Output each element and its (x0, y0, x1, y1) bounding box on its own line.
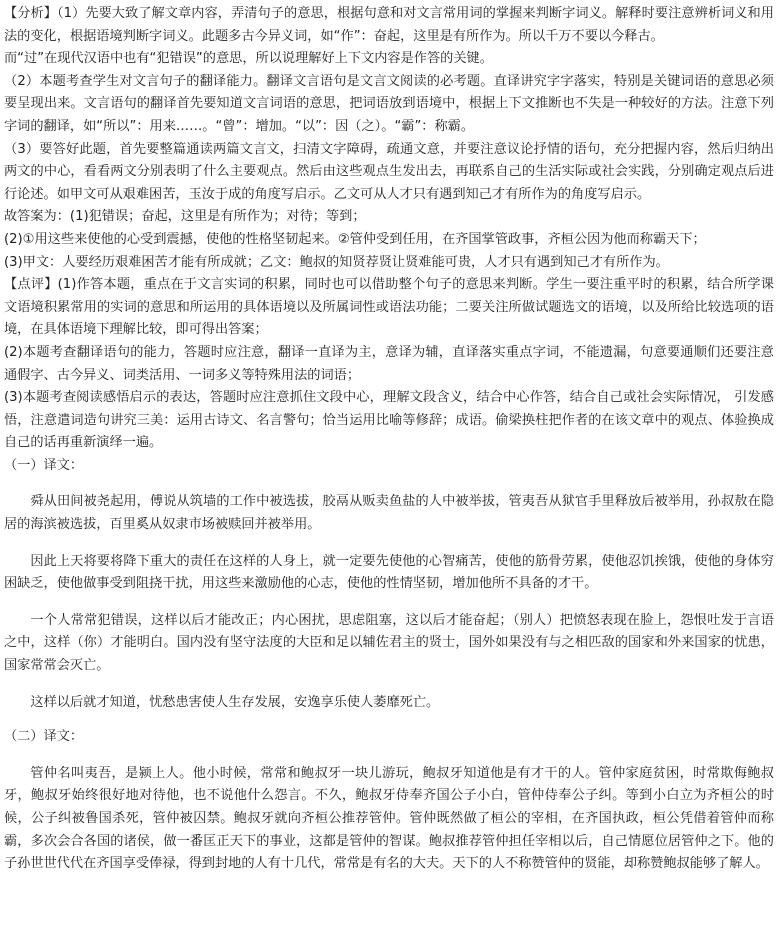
translation-one-section (4, 455, 774, 714)
answer-line-2: (2)①用这些来使他的心受到震撼，使他的性格坚韧起来。②管仲受到任用，在齐国掌管政事，齐桓公因为他而称霸天下； (4, 231, 706, 247)
comment-section (4, 274, 774, 455)
translation-one-paragraph-4: 这样以后就才知道，忧愁患害使人生存发展，安逸享乐使人萎靡死亡。 (30, 694, 440, 710)
translation-two-paragraph-1: 管仲名叫夷吾，是颍上人。他小时候，常常和鲍叔牙一块儿游玩，鲍叔牙知道他是有才干的人。管仲家庭贫困，时常欺侮鲍叔牙，鲍叔牙始终很好地对待他，也不说他什么怨言。不久，鲍叔牙侍奉齐国公子小白，管仲侍奉公子纠。等到小白立为齐桓公的时候，公子纠被鲁国杀死，管仲被囚禁。鲍叔牙就向齐桓公推荐管仲。管仲既然做了桓公的宰相，在齐国执政，桓公凭借着管仲而称霸，多次会合各国的诸侯，做一番匡正天下的事业，这都是管仲的智谋。鲍叔推荐管仲担任宰相以后，自己情愿位居管仲之下。他的子孙世世代代在齐国享受俸禄，得到封地的人有十几代，常常是有名的大夫。天下的人不称赞管仲的贤能，却称赞鲍叔能够了解人。 (4, 765, 774, 872)
analysis-paragraph-1: 【分析】（1）先要大致了解文章内容，弄清句子的意思，根据句意和对文言常用词的掌握来判断字词义。解释时要注意辨析词义和用法的变化，根据语境判断字词义。此题多古今异义词，如“作”：奋起，这里是有所作为。所以千万不要以今释古。 (4, 6, 774, 44)
comment-paragraph-1: 【点评】(1)作答本题，重点在于文言实词的积累，同时也可以借助整个句子的意思来判断。学生一要注重平时的积累，结合所学课文语境积累常用的实词的意思和所运用的具体语境以及所属词性或语法功能；二要关注所做试题选文的语境，以及所给比较选项的语境，在具体语境下理解比较，即可得出答案； (4, 277, 774, 338)
analysis-section (4, 3, 774, 274)
analysis-paragraph-4: （3）要答好此题，首先要整篇通读两篇文言文，扫清文字障碍，疏通文意，并要注意议论抒情的语句，充分把握内容，然后归纳出两文的中心，看看两文分别表明了什么主要观点。然后由这些观点生发出去，再联系自己的生活实际或社会实践，分别确定观点后进行论述。如甲文可从艰难困苦，玉汝于成的角度写启示。乙文可从人才只有遇到知己才有所作为的角度写启示。 (4, 141, 774, 202)
comment-paragraph-2: (2)本题考查翻译语句的能力，答题时应注意，翻译一直译为主，意译为辅，直译落实重点字词，不能遗漏，句意要通顺们还要注意通假字、古今异义、词类活用、一词多义等特殊用法的词语； (4, 344, 774, 383)
answer-line-3: (3)甲文：人要经历艰难困苦才能有所成就；乙文：鲍叔的知贤荐贤让贤难能可贵，人才只有遇到知己才有所作为。 (4, 254, 669, 270)
translation-one-paragraph-3: 一个人常常犯错误，这样以后才能改正；内心困扰，思虑阻塞，这以后才能奋起；（别人）把愤怒表现在脸上，怨恨吐发于言语之中，这样（你）才能明白。国内没有坚守法度的大臣和足以辅佐君主的贤士，国外如果没有与之相匹敌的国家和外来国家的忧患，国家常常会灭亡。 (4, 612, 774, 674)
comment-paragraph-3: (3)本题考查阅读感悟启示的表达，答题时应注意抓住文段中心，理解文段含义，结合中心作答，结合自己或社会实际情况， 引发感悟，注意遣词造句讲究三美：运用古诗文、名言警句；恰当运用比喻等修辞；成语。偷梁换柱把作者的在该文章中的观点、体验换成自己的话再重新演绎一遍。 (4, 390, 774, 451)
analysis-paragraph-3: （2）本题考查学生对文言句子的翻译能力。翻译文言语句是文言文阅读的必考题。直译讲究字字落实，特别是关键词语的意思必须要呈现出来。文言语句的翻译首先要知道文言词语的意思，把词语放到语境中，根据上下文推断也不失是一种较好的方法。注意下列字词的翻译，如“所以”：用来……。“曾”：增加。“以”：因（之）。“霸”：称霸。 (4, 73, 774, 134)
analysis-paragraph-2: 而“过”在现代汉语中也有“犯错误”的意思，所以说理解好上下文内容是作答的关键。 (4, 51, 493, 67)
translation-one-paragraph-2: 因此上天将要将降下重大的责任在这样的人身上，就一定要先使他的心智痛苦，使他的筋骨劳累，使他忍饥挨饿，使他的身体穷困缺乏，使他做事受到阻挠干扰，用这些来激励他的心志，使他的性情坚韧，增加他所不具备的才干。 (4, 553, 774, 592)
answer-line-1: 故答案为：(1)犯错误；奋起，这里是有所作为；对待；等到； (4, 209, 366, 225)
translation-one-paragraph-1: 舜从田间被尧起用，傅说从筑墙的工作中被选拔，胶鬲从贩卖鱼盐的人中被举拔，管夷吾从狱官手里释放后被举用，孙叔敖在隐居的海滨被选拔，百里奚从奴隶市场被赎回并被举用。 (4, 494, 774, 533)
translation-two-section (4, 726, 774, 876)
translation-one-heading: （一）译文： (4, 457, 84, 473)
translation-two-heading: （二）译文： (4, 729, 84, 745)
